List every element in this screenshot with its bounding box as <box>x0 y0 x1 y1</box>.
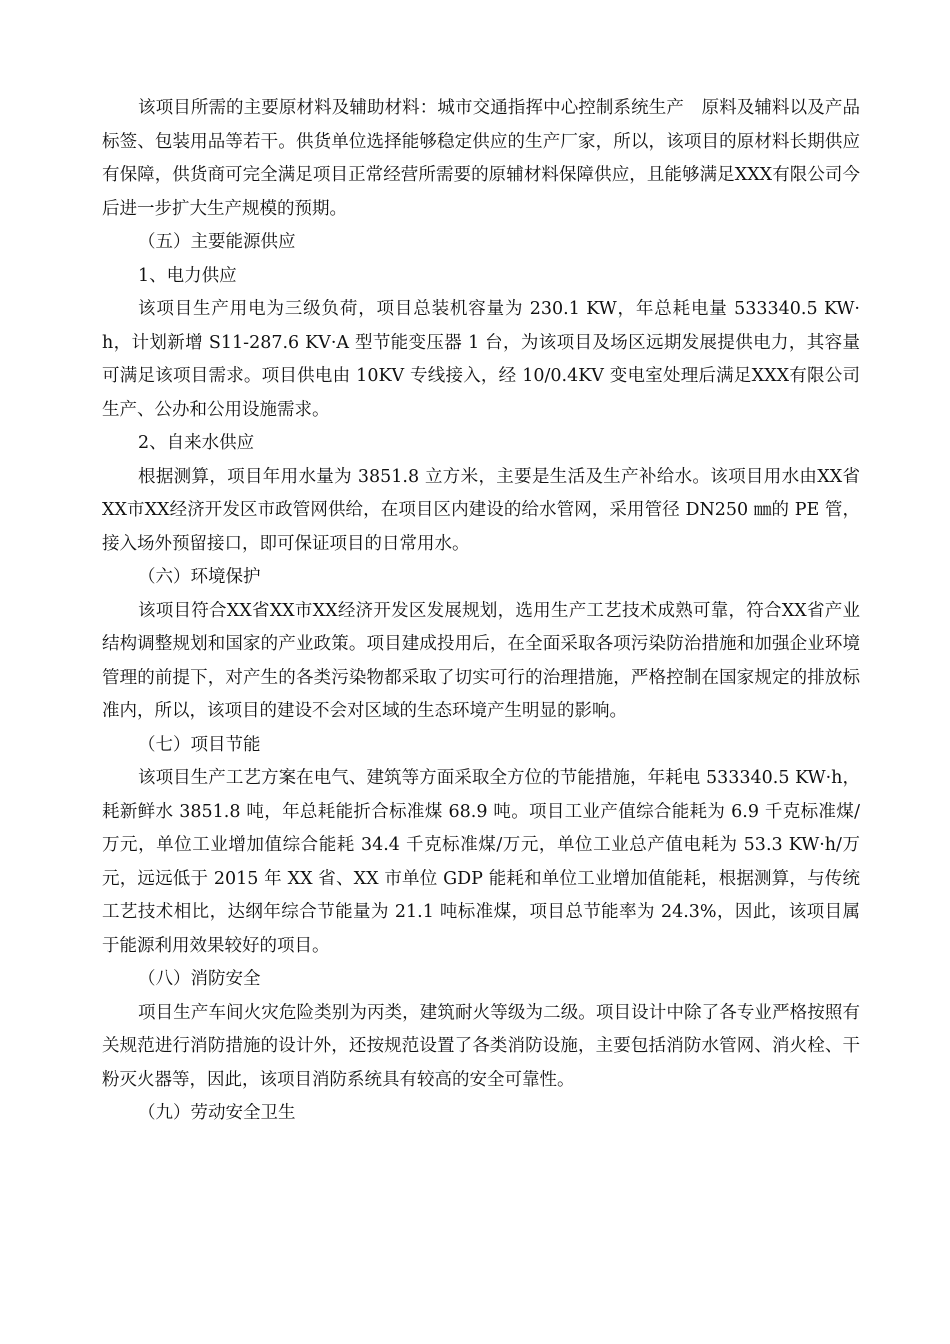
heading-energy-saving: （七）项目节能 <box>138 734 261 755</box>
paragraph-raw-materials: 该项目所需的主要原材料及辅助材料：城市交通指挥中心控制系统生产 原料及辅料以及产品标签、包装用品等若干。供货单位选择能够稳定供应的生产厂家，所以，该项目的原材料长期供应有保障，供货商可完全满足项目正常经营所需要的原辅材料保障供应，且能够满足XXX有限公司今后进一步扩大生产规模的预期。 <box>102 98 860 219</box>
heading-energy-supply: （五）主要能源供应 <box>138 232 296 252</box>
heading-labor-safety: （九）劳动安全卫生 <box>138 1103 296 1123</box>
heading-fire-safety: （八）消防安全 <box>138 969 261 989</box>
heading-water-supply: 2、自来水供应 <box>138 433 255 453</box>
paragraph-water-supply: 根据测算，项目年用水量为 3851.8 立方米，主要是生活及生产补给水。该项目用水由XX省XX市XX经济开发区市政管网供给，在项目区内建设的给水管网，采用管径 DN250 ㎜的 PE 管，接入场外预留接口，即可保证项目的日常用水。 <box>102 466 860 554</box>
heading-power-supply: 1、电力供应 <box>138 265 237 286</box>
paragraph-power-supply: 该项目生产用电为三级负荷，项目总装机容量为 230.1 KW，年总耗电量 533340.5 KW·h，计划新增 S11-287.6 KV·A 型节能变压器 1 台，为该项目及场区远期发展提供电力，其容量可满足该项目需求。项目供电由 10KV 专线接入，经 10/0.4KV 变电室处理后满足XXX有限公司生产、公办和公用设施需求。 <box>102 299 860 420</box>
paragraph-environment: 该项目符合XX省XX市XX经济开发区发展规划，选用生产工艺技术成熟可靠，符合XX省产业结构调整规划和国家的产业政策。项目建成投用后，在全面采取各项污染防治措施和加强企业环境管理的前提下，对产生的各类污染物都采取了切实可行的治理措施，严格控制在国家规定的排放标准内，所以，该项目的建设不会对区域的生态环境产生明显的影响。 <box>102 600 860 721</box>
paragraph-energy-saving: 该项目生产工艺方案在电气、建筑等方面采取全方位的节能措施，年耗电 533340.5 KW·h，耗新鲜水 3851.8 吨，年总耗能折合标准煤 68.9 吨。项目工业产值综合能耗为 6.9 千克标准煤/万元，单位工业增加值综合能耗 34.4 千克标准煤/万元，单位工业总产值电耗为 53.3 KW·h/万元，远远低于 2015 年 XX 省、XX 市单位 GDP 能耗和单位工业增加值能耗，根据测算，与传统工艺技术相比，达纲年综合节能量为 21.1 吨标准煤，项目总节能率为 24.3%，因此，该项目属于能源利用效果较好的项目。 <box>102 768 860 956</box>
heading-environment: （六）环境保护 <box>138 567 261 587</box>
paragraph-fire-safety: 项目生产车间火灾危险类别为丙类，建筑耐火等级为二级。项目设计中除了各专业严格按照有关规范进行消防措施的设计外，还按规范设置了各类消防设施，主要包括消防水管网、消火栓、干粉灭火器等，因此，该项目消防系统具有较高的安全可靠性。 <box>102 1002 860 1090</box>
